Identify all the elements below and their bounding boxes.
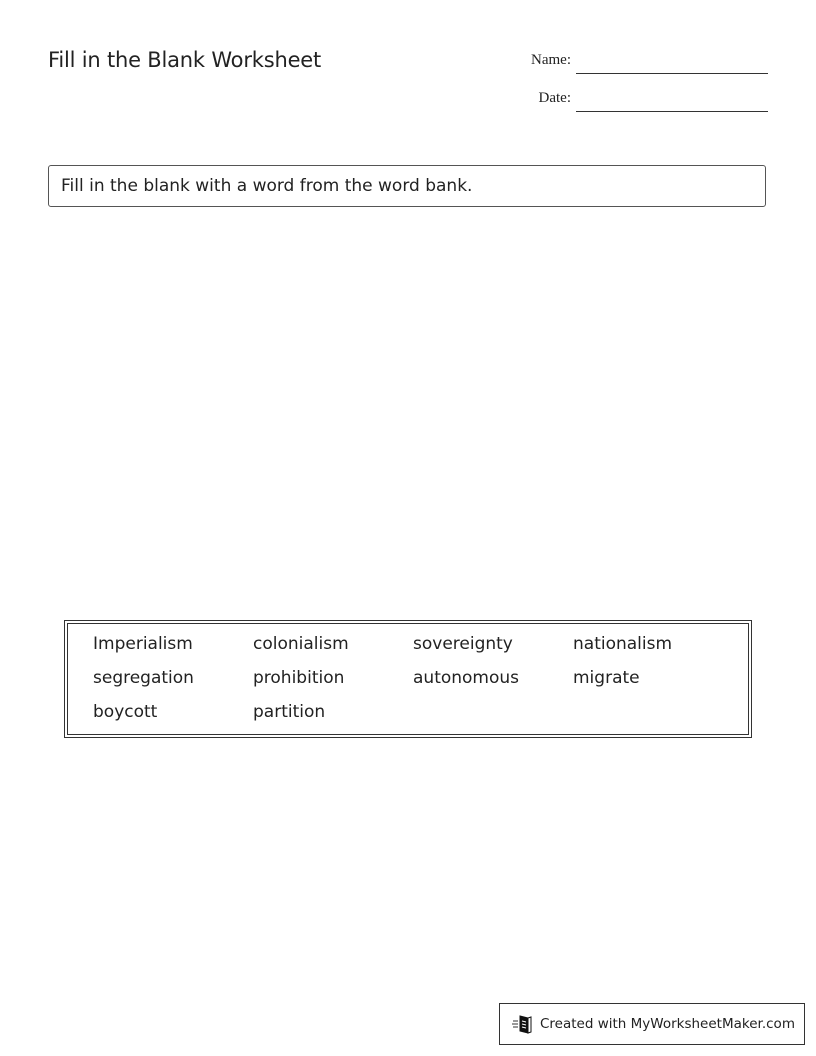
word-bank-item: boycott (93, 702, 158, 722)
word-bank-item: autonomous (413, 668, 520, 688)
page-title: Fill in the Blank Worksheet (48, 48, 322, 72)
word-bank-item: prohibition (253, 668, 345, 688)
date-field[interactable] (576, 111, 768, 112)
footer-credit[interactable] (499, 1003, 805, 1045)
footer-text: Created with MyWorksheetMaker.com (540, 1016, 795, 1032)
word-bank-item: segregation (93, 668, 194, 688)
name-field[interactable] (576, 73, 768, 74)
word-bank-item: colonialism (253, 634, 349, 654)
instructions-box (48, 165, 766, 207)
word-bank-item: nationalism (573, 634, 673, 654)
word-bank-item: partition (253, 702, 326, 722)
date-label: Date: (538, 90, 571, 106)
word-bank-item: migrate (573, 668, 640, 688)
name-label: Name: (531, 52, 571, 68)
word-bank-item: Imperialism (93, 634, 193, 654)
instructions-text: Fill in the blank with a word from the word bank. (61, 176, 473, 196)
word-bank-item: sovereignty (413, 634, 513, 654)
book-logo-icon (512, 1013, 534, 1035)
word-bank (64, 620, 752, 738)
